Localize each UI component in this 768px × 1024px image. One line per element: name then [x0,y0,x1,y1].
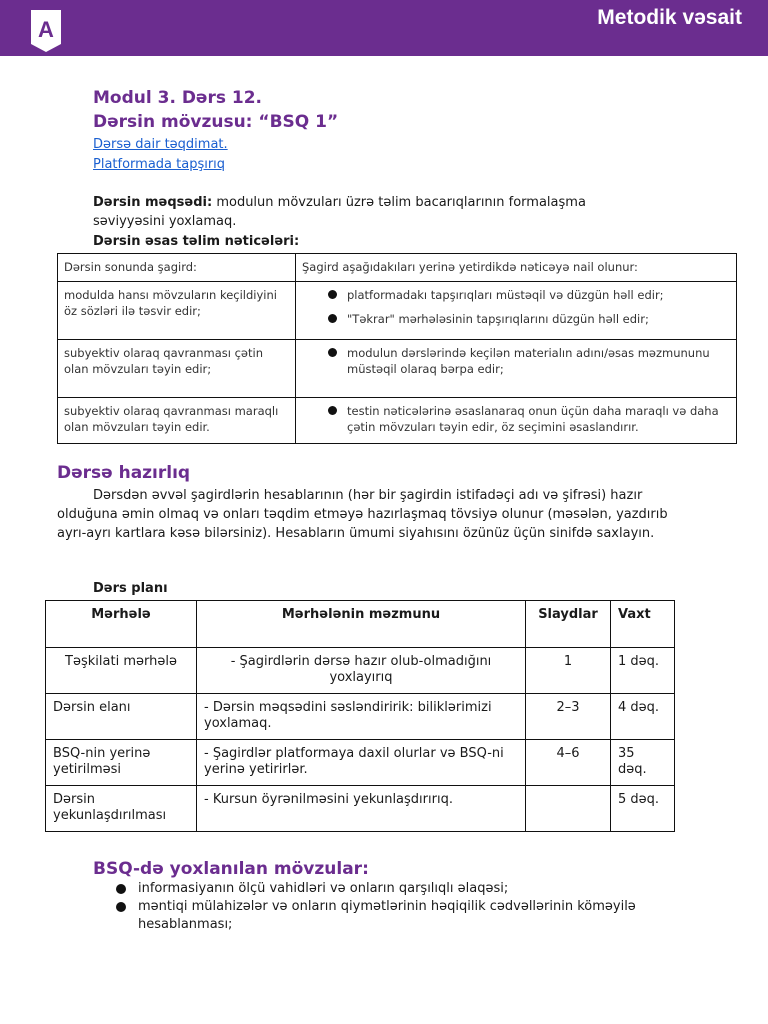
plan-slides-cell: 1 [526,648,611,694]
list-item: platformadakı tapşırıqları müstəqil və düzgün həll edir; [302,287,730,303]
plan-content-cell: - Dərsin məqsədini səsləndiririk: biliklərimizi yoxlamaq. [197,694,526,740]
module-heading: Modul 3. Dərs 12. [93,88,262,108]
outcomes-table [57,253,737,444]
plan-time-cell: 4 dəq. [611,694,675,740]
prep-text: Dərsdən əvvəl şagirdlərin hesablarının (hər bir şagirdin istifadəçi adı və şifrəsi) hazır olduğuna əmin olmaq və onları təqdim etməyə hazırlaşmaq tövsiyə olunur (məsələn, yazdırıb ayrı-ayrı kartlara kəsə bilərsiniz). Hesabların ümumi siyahısını özünüz üçün sinifdə saxlayın. [57,488,668,541]
bullet-icon [328,314,337,323]
plan-slides-cell: 4–6 [526,740,611,786]
lesson-goal [93,193,653,231]
bullet-icon [328,348,337,357]
goal-label: Dərsin məqsədi: [93,195,213,210]
outcome-cell: subyektiv olaraq qavranması maraqlı olan mövzuları təyin edir. [58,398,296,444]
outcome-cell: modulda hansı mövzuların keçildiyini öz sözləri ilə təsvir edir; [58,282,296,340]
lesson-plan-table [45,600,675,832]
plan-stage-cell: Dərsin elanı [46,694,197,740]
plan-time-cell: 1 dəq. [611,648,675,694]
svg-text:A: A [38,17,54,42]
bullet-icon [116,902,126,912]
platform-task-link[interactable]: Platformada tapşırıq [93,157,226,172]
outcomes-header-left: Dərsin sonunda şagird: [58,254,296,282]
logo-icon [31,10,61,52]
outcomes-title: Dərsin əsas təlim nəticələri: [93,234,300,249]
plan-stage-cell: Dərsin yekunlaşdırılması [46,786,197,832]
topic-heading: Dərsin mövzusu: “BSQ 1” [93,112,339,132]
outcome-cell: subyektiv olaraq qavranması çətin olan mövzuları təyin edir; [58,340,296,398]
plan-header-slides: Slaydlar [526,601,611,648]
plan-slides-cell: 2–3 [526,694,611,740]
criteria-cell [296,282,737,340]
bullet-icon [328,290,337,299]
plan-header-content: Mərhələnin məzmunu [197,601,526,648]
plan-content-cell: - Şagirdlərin dərsə hazır olub-olmadığını yoxlayırıq [197,648,526,694]
criteria-cell [296,398,737,444]
goal-text: modulun mövzuları üzrə təlim bacarıqlarının formalaşma səviyyəsini yoxlamaq. [93,195,586,229]
plan-time-cell: 5 dəq. [611,786,675,832]
list-item: "Təkrar" mərhələsinin tapşırıqlarını düzgün həll edir; [302,311,730,327]
plan-title: Dərs planı [93,581,168,596]
header-title: Metodik vəsait [597,6,742,29]
plan-stage-cell: Təşkilati mərhələ [46,648,197,694]
list-item: məntiqi mülahizələr və onların qiymətlərinin həqiqilik cədvəllərinin köməyilə hesablanması; [116,898,636,934]
presentation-link[interactable]: Dərsə dair təqdimat. [93,137,228,152]
plan-content-cell: - Kursun öyrənilməsini yekunlaşdırırıq. [197,786,526,832]
plan-time-cell: 35 dəq. [611,740,675,786]
list-item: informasiyanın ölçü vahidləri və onların qarşılıqlı əlaqəsi; [116,880,636,898]
list-item: modulun dərslərində keçilən materialın adını/əsas məzmununu müstəqil olaraq bərpa edir; [302,345,730,377]
topics-title: BSQ-də yoxlanılan mövzular: [93,859,369,879]
prep-title: Dərsə hazırlıq [57,463,191,483]
plan-stage-cell: BSQ-nin yerinə yetirilməsi [46,740,197,786]
outcomes-header-right: Şagird aşağıdakıları yerinə yetirdikdə nəticəyə nail olunur: [296,254,737,282]
plan-header-stage: Mərhələ [46,601,197,648]
page-header [0,0,768,56]
plan-header-time: Vaxt [611,601,675,648]
topics-list [116,880,636,934]
bullet-icon [116,884,126,894]
list-item: testin nəticələrinə əsaslanaraq onun üçün daha maraqlı və daha çətin mövzuları təyin edir, öz seçimini əsaslandırır. [302,403,730,435]
plan-content-cell: - Şagirdlər platformaya daxil olurlar və BSQ-ni yerinə yetirirlər. [197,740,526,786]
criteria-cell [296,340,737,398]
bullet-icon [328,406,337,415]
plan-slides-cell [526,786,611,832]
